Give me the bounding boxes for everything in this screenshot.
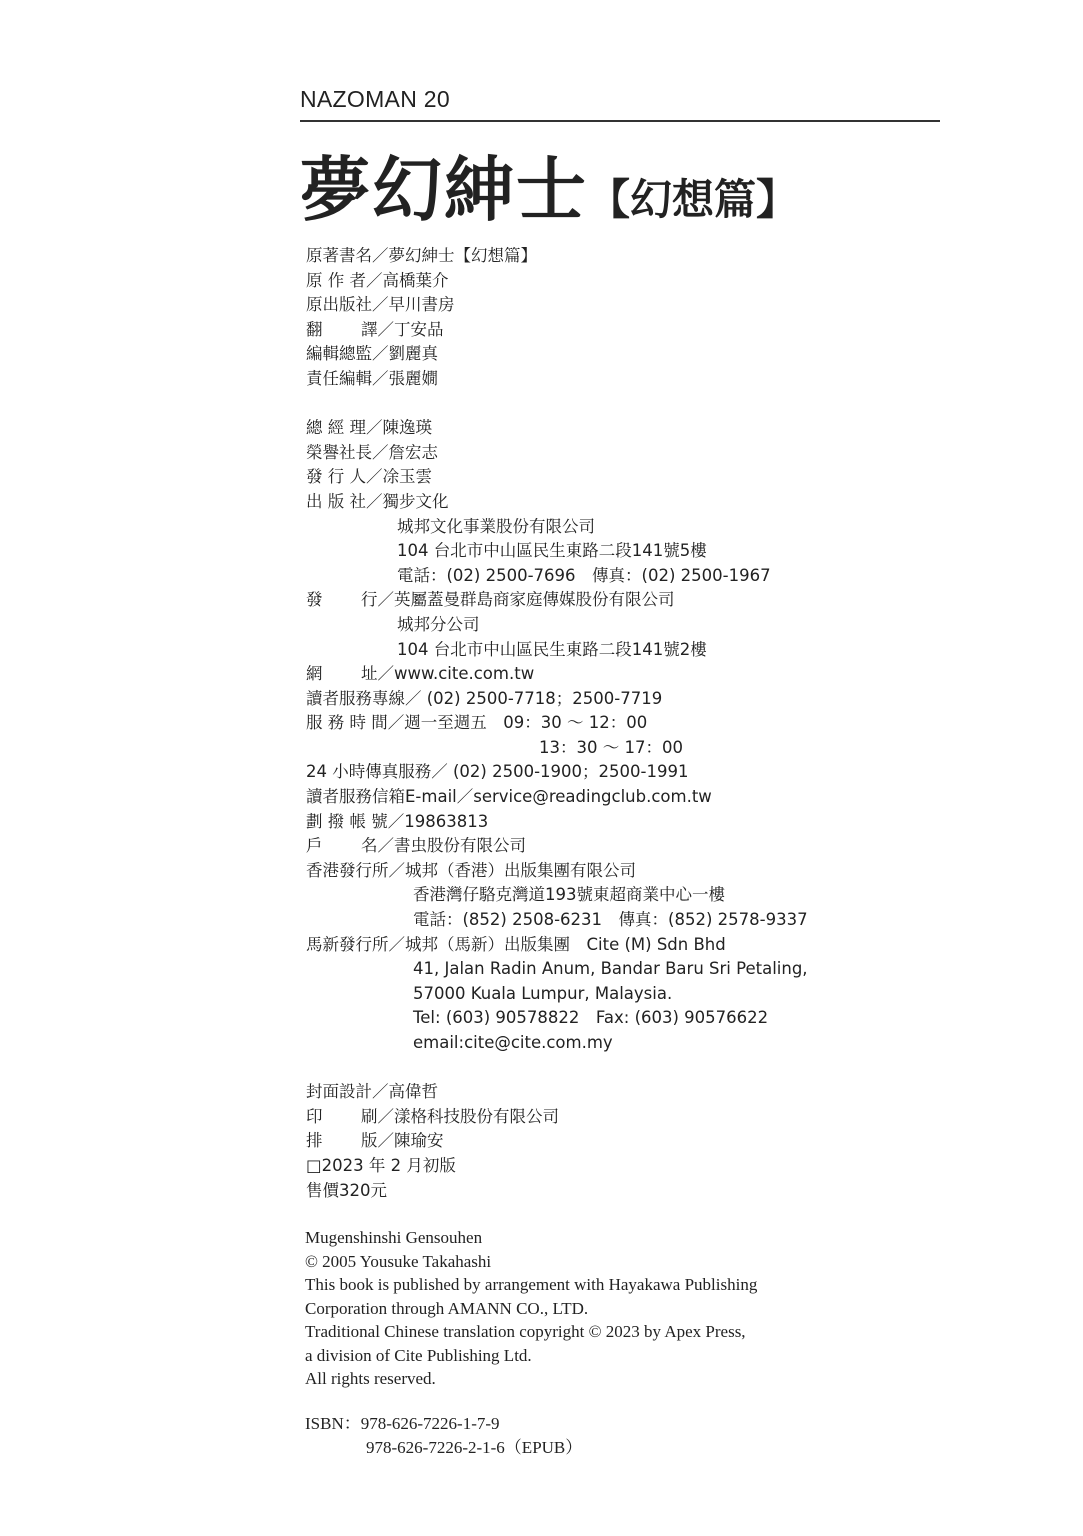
distributor-line-1 (306, 613, 946, 638)
distributor-line-1-text: 城邦分公司 (397, 614, 480, 634)
english-line: a division of Cite Publishing Ltd. (305, 1345, 532, 1365)
credit-account-name-label: 戶 (306, 836, 323, 856)
isbn-epub-row (305, 1436, 583, 1460)
credit-editor: 責任編輯／張麗嫺 (306, 368, 438, 388)
credit-distributor-label: 發 (306, 590, 323, 610)
publisher-line-1-text: 城邦文化事業股份有限公司 (397, 516, 595, 536)
english-line: This book is published by arrangement with Hayakawa Publishing (305, 1275, 758, 1294)
credit-hk-distributor: 香港發行所／城邦（香港）出版集團有限公司 (306, 860, 636, 880)
credit-my-distributor: 馬新發行所／城邦（馬新）出版集團 Cite (M) Sdn Bhd (306, 934, 726, 954)
my-line-4-text: email:cite@cite.com.my (413, 1033, 613, 1052)
credit-translator-value: 譯／丁安品 (361, 319, 444, 339)
credit-printer-value: 刷／漾格科技股份有限公司 (361, 1106, 559, 1126)
english-line: © 2005 Yousuke Takahashi (305, 1251, 492, 1271)
credit-hotline: 讀者服務專線／ (02) 2500-7718；2500-7719 (306, 688, 663, 708)
my-line-2-text: 57000 Kuala Lumpur, Malaysia. (413, 983, 673, 1003)
credit-honorary: 榮譽社長／詹宏志 (306, 442, 438, 462)
my-line-3 (306, 1006, 946, 1031)
english-line: Mugenshinshi Gensouhen (305, 1228, 483, 1247)
book-title-main: 夢幻紳士 (300, 148, 588, 231)
title-divider (300, 120, 940, 122)
credit-chief-editor: 編輯總監／劉麗真 (306, 344, 438, 364)
credit-account: 劃 撥 帳 號／19863813 (306, 811, 489, 831)
credit-email: 讀者服務信箱E-mail／service@readingclub.com.tw (306, 787, 712, 807)
credit-printer (306, 1105, 946, 1130)
publisher-line-2 (306, 539, 946, 564)
series-label: NAZOMAN 20 (300, 86, 450, 112)
credit-typesetting-label: 排 (306, 1131, 323, 1151)
credit-author: 原 作 者／高橋葉介 (306, 270, 449, 290)
publisher-line-1 (306, 515, 946, 540)
isbn-print: ISBN：978-626-7226-1-7-9 (305, 1414, 500, 1433)
isbn-epub: 978-626-7226-2-1-6（EPUB） (366, 1438, 583, 1457)
credits-block (306, 244, 946, 1203)
credit-printer-label: 印 (306, 1106, 323, 1126)
book-title-sub: 【幻想篇】 (588, 175, 799, 224)
credit-fax24: 24 小時傳真服務／ (02) 2500-1900；2500-1991 (306, 762, 689, 782)
credit-orig-title: 原著書名／夢幻紳士【幻想篇】 (306, 246, 537, 265)
distributor-line-2-text: 104 台北市中山區民生東路二段141號2樓 (397, 639, 707, 659)
isbn-block (305, 1412, 583, 1460)
hk-line-2-text: 電話：(852) 2508-6231 傳真：(852) 2578-9337 (413, 910, 808, 930)
credit-gm: 總 經 理／陳逸瑛 (306, 418, 432, 438)
publisher-line-3-text: 電話：(02) 2500-7696 傳真：(02) 2500-1967 (397, 565, 771, 585)
publisher-line-2-text: 104 台北市中山區民生東路二段141號5樓 (397, 541, 707, 561)
credit-website-label: 網 (306, 664, 323, 684)
credit-typesetting (306, 1129, 946, 1154)
credit-price: 售價320元 (306, 1180, 387, 1200)
credit-hours-2 (306, 736, 946, 761)
credit-issuer: 發 行 人／凃玉雲 (306, 467, 432, 487)
english-line: All rights reserved. (305, 1369, 436, 1388)
hk-line-2 (306, 908, 946, 933)
hk-line-1 (306, 883, 946, 908)
credit-translator (306, 318, 946, 343)
english-copyright (305, 1226, 945, 1391)
my-line-3-text: Tel: (603) 90578822 Fax: (603) 90576622 (413, 1008, 769, 1028)
my-line-2 (306, 982, 946, 1007)
credit-publisher: 出 版 社／獨步文化 (306, 491, 449, 511)
book-title (300, 134, 798, 235)
credit-website-value: 址／www.cite.com.tw (361, 664, 535, 684)
my-line-1-text: 41, Jalan Radin Anum, Bandar Baru Sri Petaling, (413, 959, 808, 979)
my-line-4 (306, 1031, 946, 1056)
credit-cover-design: 封面設計／高偉哲 (306, 1082, 438, 1102)
english-line: Corporation through AMANN CO., LTD. (305, 1298, 589, 1318)
english-line: Traditional Chinese translation copyright © 2023 by Apex Press, (305, 1322, 746, 1341)
credit-distributor (306, 588, 946, 613)
publisher-line-3 (306, 564, 946, 589)
credit-orig-publisher: 原出版社／早川書房 (306, 295, 455, 315)
distributor-line-2 (306, 638, 946, 663)
credit-account-name (306, 834, 946, 859)
my-line-1 (306, 957, 946, 982)
credit-hours-2-text: 13：30 ～ 17：00 (539, 737, 683, 757)
credit-website (306, 662, 946, 687)
hk-line-1-text: 香港灣仔駱克灣道193號東超商業中心一樓 (413, 885, 725, 905)
credit-hours: 服 務 時 間／週一至週五 09：30 ～ 12：00 (306, 713, 648, 733)
credit-distributor-value: 行／英屬蓋曼群島商家庭傳媒股份有限公司 (361, 590, 675, 610)
credit-account-name-value: 名／書虫股份有限公司 (361, 836, 526, 856)
credit-edition: □2023 年 2 月初版 (306, 1155, 456, 1175)
credit-typesetting-value: 版／陳瑜安 (361, 1131, 444, 1151)
credit-translator-label: 翻 (306, 319, 323, 339)
